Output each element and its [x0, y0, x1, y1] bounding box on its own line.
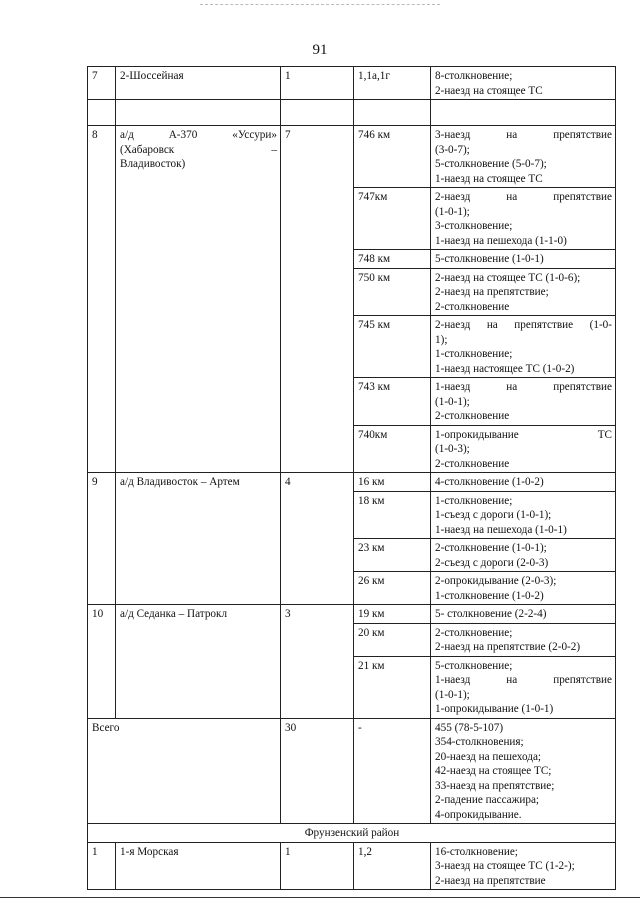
- accident-details: [431, 842, 616, 890]
- scan-artifact-top: [200, 4, 440, 5]
- accident-details: [431, 473, 616, 492]
- row-number: 9: [88, 473, 116, 605]
- row-number: 8: [88, 126, 116, 473]
- accident-details: [431, 67, 616, 100]
- detail-line: 2-столкновение;: [435, 626, 513, 639]
- detail-line: 1-столкновение;: [435, 494, 513, 507]
- km-marker: 750 км: [354, 268, 431, 316]
- km-marker: 1,1а,1г: [354, 67, 431, 100]
- detail-line: 1);: [435, 333, 448, 346]
- road-name-part: «Уссури»: [232, 129, 277, 141]
- section-header-row: [88, 824, 616, 843]
- detail-line: 1-столкновение;: [435, 348, 513, 360]
- detail-line: (1-0-1);: [435, 205, 470, 218]
- detail-line: 2-наезд на стоящее ТС (1-0-6);: [435, 271, 581, 284]
- km-marker: 23 км: [354, 539, 431, 572]
- accident-count: 7: [281, 126, 354, 473]
- accident-details: [431, 539, 616, 572]
- detail-line: 1-съезд с дороги (1-0-1);: [435, 509, 552, 521]
- table-row: [88, 473, 616, 492]
- km-marker: 743 км: [354, 378, 431, 426]
- detail-line: 8-столкновение;: [435, 70, 513, 82]
- detail-line: 1-наезд на препятствие: [435, 381, 612, 393]
- km-marker: 748 км: [354, 250, 431, 269]
- row-number: 7: [88, 67, 116, 100]
- page-bottom-edge: [0, 897, 640, 898]
- road-name: [116, 126, 281, 473]
- detail-line: 3-наезд на стоящее ТС (1-2-);: [435, 860, 575, 872]
- total-label: Всего: [88, 718, 281, 824]
- detail-line: 2-наезд на препятствие;: [435, 286, 549, 298]
- accident-count: 1: [281, 842, 354, 890]
- accident-count: 3: [281, 605, 354, 719]
- detail-line: 2-столкновение (1-0-1);: [435, 542, 547, 554]
- detail-line: 2-столкновение: [435, 410, 510, 422]
- total-count: 30: [281, 718, 354, 824]
- detail-line: 2-съезд с дороги (2-0-3): [435, 556, 549, 569]
- table-row: [88, 126, 616, 188]
- detail-line: 4-опрокидывание.: [435, 808, 522, 821]
- detail-line: 33-наезд на препятствие;: [435, 779, 555, 792]
- accident-details: [431, 268, 616, 316]
- accident-count: 1: [281, 67, 354, 100]
- row-number: 1: [88, 842, 116, 890]
- detail-line: 2-наезд на препятствие: [435, 191, 612, 203]
- total-km: -: [354, 718, 431, 824]
- detail-line: 2-наезд на препятствие: [435, 874, 546, 887]
- accident-details: [431, 316, 616, 378]
- detail-line: 1-столкновение (1-0-2): [435, 589, 544, 602]
- detail-line: 20-наезд на пешехода;: [435, 750, 542, 763]
- detail-line: 2-опрокидывание (2-0-3);: [435, 575, 557, 587]
- road-name-part: А-370: [168, 129, 198, 141]
- detail-line: (1-0-1);: [435, 395, 470, 408]
- detail-line: 1-опрокидывание (1-0-1): [435, 703, 554, 715]
- road-name: 1-я Морская: [116, 842, 281, 890]
- detail-line: 42-наезд на стоящее ТС;: [435, 765, 552, 777]
- detail-line: 2-падение пассажира;: [435, 794, 540, 806]
- km-marker: 19 км: [354, 605, 431, 624]
- road-name-part: Владивосток): [120, 158, 186, 170]
- accident-details: [431, 126, 616, 188]
- detail-line: 16-столкновение;: [435, 845, 518, 858]
- detail-line: 2-наезд на препятствие (1-0-: [435, 319, 612, 331]
- road-name-part: (Хабаровск: [120, 143, 175, 156]
- detail-line: 5- столкновение (2-2-4): [435, 608, 547, 620]
- accident-details: [431, 188, 616, 250]
- detail-line: 5-столкновение;: [435, 659, 513, 672]
- row-number: 10: [88, 605, 116, 719]
- table-row: [88, 605, 616, 624]
- road-name: а/д Владивосток – Артем: [116, 473, 281, 605]
- detail-line: 1-наезд настоящее ТС (1-0-2): [435, 362, 575, 375]
- road-name: 2-Шоссейная: [116, 67, 281, 100]
- detail-line: 3-наезд на препятствие: [435, 129, 612, 141]
- detail-line: 2-столкновение: [435, 300, 510, 313]
- table-row: [88, 67, 616, 100]
- km-marker: 740км: [354, 425, 431, 473]
- detail-line: (3-0-7);: [435, 143, 470, 156]
- detail-line: 5-столкновение (5-0-7);: [435, 158, 547, 170]
- km-marker: 746 км: [354, 126, 431, 188]
- detail-line: (1-0-1);: [435, 688, 470, 701]
- km-marker: 21 км: [354, 656, 431, 718]
- km-marker: 20 км: [354, 623, 431, 656]
- km-marker: 1,2: [354, 842, 431, 890]
- detail-line: 3-столкновение;: [435, 220, 513, 232]
- km-marker: 745 км: [354, 316, 431, 378]
- accident-details: [431, 491, 616, 539]
- table-row: [88, 842, 616, 890]
- accident-details: [431, 656, 616, 718]
- detail-line: 1-опрокидывание ТС: [435, 428, 612, 441]
- km-marker: 18 км: [354, 491, 431, 539]
- km-marker: 16 км: [354, 473, 431, 492]
- total-details: [431, 718, 616, 824]
- detail-line: 2-столкновение: [435, 457, 510, 470]
- accident-count: 4: [281, 473, 354, 605]
- total-row: [88, 718, 616, 824]
- road-name-part: а/д: [120, 129, 134, 141]
- accident-details: [431, 250, 616, 269]
- road-name: а/д Седанка – Патрокл: [116, 605, 281, 719]
- detail-line: 1-наезд на пешехода (1-0-1): [435, 523, 567, 536]
- detail-line: 5-столкновение (1-0-1): [435, 253, 544, 265]
- accident-details: [431, 572, 616, 605]
- road-name-part: –: [271, 143, 277, 156]
- detail-line: 4-столкновение (1-0-2): [435, 476, 544, 488]
- detail-line: 1-наезд на препятствие: [435, 674, 612, 686]
- accident-details: [431, 605, 616, 624]
- detail-line: 2-наезд на стоящее ТС: [435, 84, 543, 97]
- detail-line: 354-столкновения;: [435, 736, 524, 748]
- detail-line: 455 (78-5-107): [435, 721, 504, 734]
- accident-details: [431, 425, 616, 473]
- km-marker: 26 км: [354, 572, 431, 605]
- table-separator: [88, 100, 616, 126]
- section-title: Фрунзенский район: [88, 824, 616, 843]
- km-marker: 747км: [354, 188, 431, 250]
- page-number: 91: [312, 42, 328, 58]
- accident-details: [431, 378, 616, 426]
- detail-line: 1-наезд на стоящее ТС: [435, 172, 543, 185]
- detail-line: 2-наезд на препятствие (2-0-2): [435, 641, 581, 653]
- detail-line: 1-наезд на пешехода (1-1-0): [435, 234, 567, 247]
- detail-line: (1-0-3);: [435, 443, 470, 455]
- accident-details: [431, 623, 616, 656]
- accident-table: [87, 66, 616, 890]
